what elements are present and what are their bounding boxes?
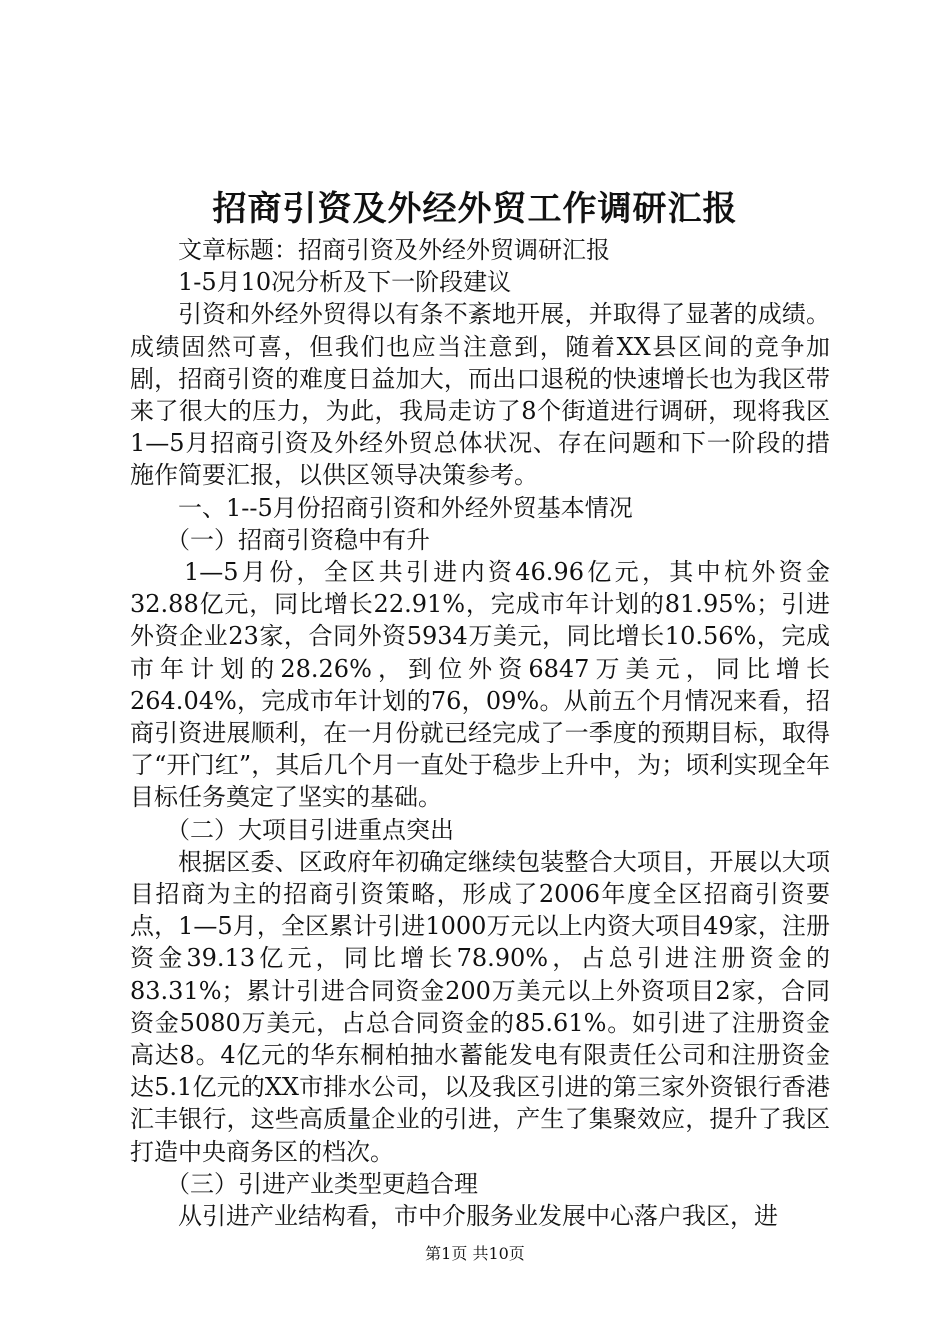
- document-body: [130, 234, 830, 1232]
- intro-paragraph: 引资和外经外贸得以有条不紊地开展，并取得了显著的成绩。成绩固然可喜，但我们也应当注意到，随着XX县区间的竞争加剧，招商引资的难度日益加大，而出口退税的快速增长也为我区带来了很大的压力，为此，我局走访了8个街道进行调研，现将我区1—5月招商引资及外经外贸总体状况、存在问题和下一阶段的措施作简要汇报，以供区领导决策参考。: [130, 300, 830, 490]
- subtitle-line: 1-5月10况分析及下一阶段建议: [178, 268, 512, 297]
- page-footer: 第1页 共10页: [425, 1244, 525, 1263]
- document-title: 招商引资及外经外贸工作调研汇报: [212, 189, 738, 229]
- subsection-paragraph-3: 从引进产业结构看，市中介服务业发展中心落户我区，进: [178, 1202, 778, 1231]
- subsection-paragraph-2: 根据区委、区政府年初确定继续包装整合大项目，开展以大项目招商为主的招商引资策略，形成了2006年度全区招商引资要点，1—5月，全区累计引进1000万元以上内资大项目49家，注册资金39.13亿元，同比增长78.90%，占总引进注册资金的83.31%；累计引进合同资金200万美元以上外资项目2家，合同资金5080万美元，占总合同资金的85.61%。如引进了注册资金高达8。4亿元的华东桐柏抽水蓄能发电有限责任公司和注册资金达5.1亿元的XX市排水公司，以及我区引进的第三家外资银行香港汇丰银行，这些高质量企业的引进，产生了集聚效应，提升了我区打造中央商务区的档次。: [130, 847, 830, 1166]
- section-heading-1: 一、1--5月份招商引资和外经外贸基本情况: [178, 493, 633, 522]
- subsection-paragraph-1: 1—5月份，全区共引进内资46.96亿元，其中杭外资金32.88亿元，同比增长22.91%，完成市年计划的81.95%；引进外资企业23家，合同外资5934万美元，同比增长10.56%，完成市年计划的28.26%，到位外资6847万美元，同比增长264.04%，完成市年计划的76，09%。从前五个月情况来看，招商引资进展顺利，在一月份就已经完成了一季度的预期目标，取得了“开门红”，其后几个月一直处于稳步上升中，为；顷利实现全年目标任务奠定了坚实的基础。: [130, 558, 830, 812]
- article-title-line: 文章标题：招商引资及外经外贸调研汇报: [178, 236, 610, 264]
- subsection-heading-3: （三）引进产业类型更趋合理: [166, 1169, 478, 1198]
- subsection-heading-1: （一）招商引资稳中有升: [166, 525, 430, 554]
- subsection-heading-2: （二）大项目引进重点突出: [166, 815, 454, 844]
